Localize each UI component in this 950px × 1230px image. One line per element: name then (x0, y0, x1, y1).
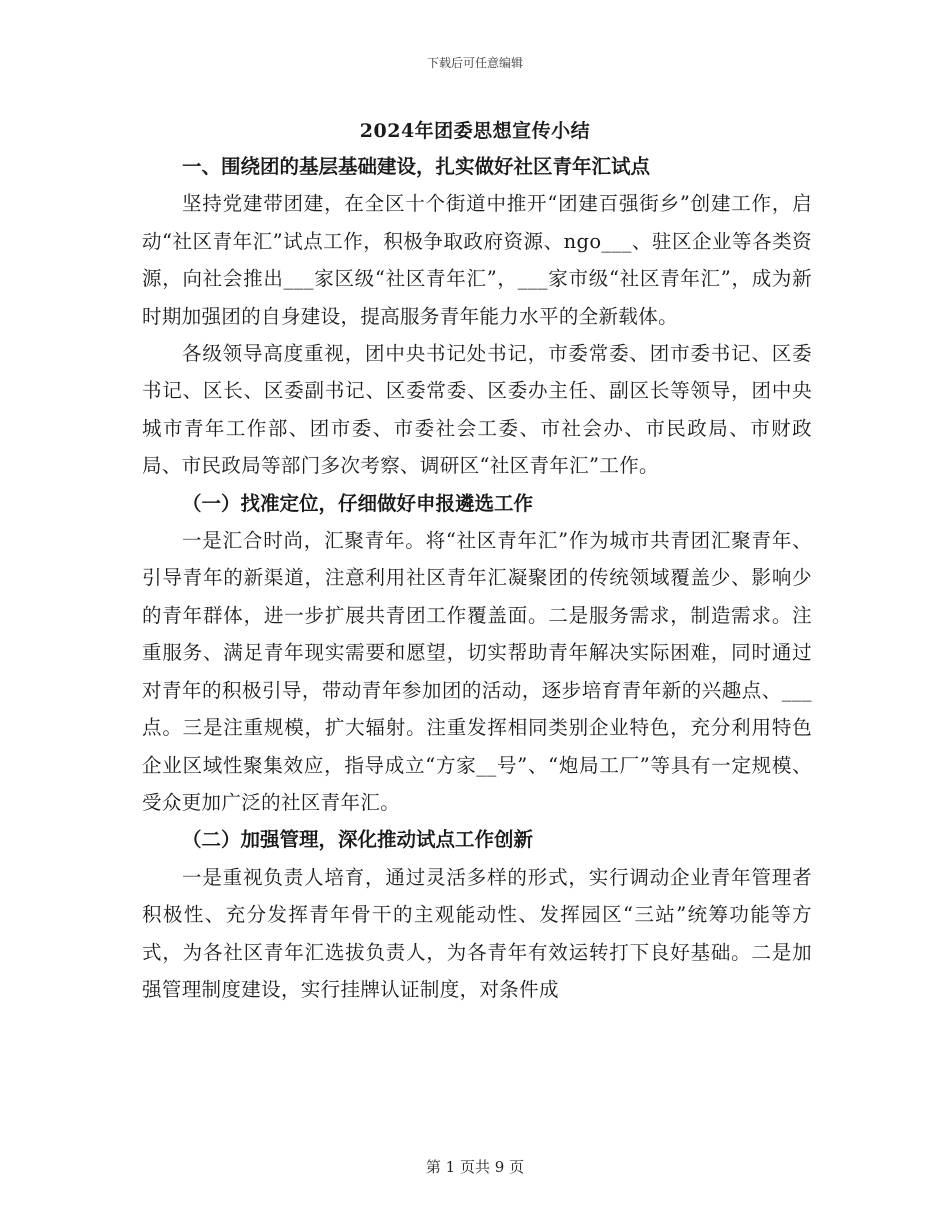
subsection-1-paragraph: 一是汇合时尚，汇聚青年。将“社区青年汇”作为城市共青团汇聚青年、引导青年的新渠道，注意利用社区青年汇凝聚团的传统领域覆盖少、影响少的青年群体，进一步扩展共青团工作覆盖面。二是服务需求，制造需求。注重服务、满足青年现实需要和愿望，切实帮助青年解决实际困难，同时通过对青年的积极引导，带动青年参加团的活动，逐步培育青年新的兴趣点、___点。三是注重规模，扩大辐射。注重发挥相同类别企业特色，充分利用特色企业区域性聚集效应，指导成立“方家__号”、“炮局工厂”等具有一定规模、受众更加广泛的社区青年汇。 (142, 529, 812, 814)
subsection-1-heading: （一）找准定位，仔细做好申报遴选工作 (182, 491, 534, 515)
subsection-2-paragraph: 一是重视负责人培育，通过灵活多样的形式，实行调动企业青年管理者积极性、充分发挥青年骨干的主观能动性、发挥园区“三站”统筹功能等方式，为各社区青年汇选拔负责人，为各青年有效运转打下良好基础。二是加强管理制度建设，实行挂牌认证制度，对条件成 (142, 865, 812, 1001)
section-1-heading: 一、围绕团的基层基础建设，扎实做好社区青年汇试点 (182, 155, 651, 178)
subsection-2-heading: （二）加强管理，深化推动试点工作创新 (182, 828, 534, 852)
document-title: 2024年团委思想宣传小结 (359, 120, 591, 142)
page-header-note: 下载后可任意编辑 (426, 56, 523, 70)
page-number-footer: 第 1 页共 9 页 (425, 1158, 525, 1176)
paragraph-intro-1: 坚持党建带团建，在全区十个街道中推开“团建百强街乡”创建工作，启动“社区青年汇”试点工作，积极争取政府资源、ngo___、驻区企业等各类资源，向社会推出___家区级“社区青年汇”，___家市级“社区青年汇”，成为新时期加强团的自身建设，提高服务青年能力水平的全新载体。 (142, 192, 812, 328)
document-body (142, 148, 812, 1008)
paragraph-intro-2: 各级领导高度重视，团中央书记处书记，市委常委、团市委书记、区委书记、区长、区委副书记、区委常委、区委办主任、副区长等领导，团中央城市青年工作部、团市委、市委社会工委、市社会办、市民政局、市财政局、市民政局等部门多次考察、调研区“社区青年汇”工作。 (142, 342, 812, 478)
